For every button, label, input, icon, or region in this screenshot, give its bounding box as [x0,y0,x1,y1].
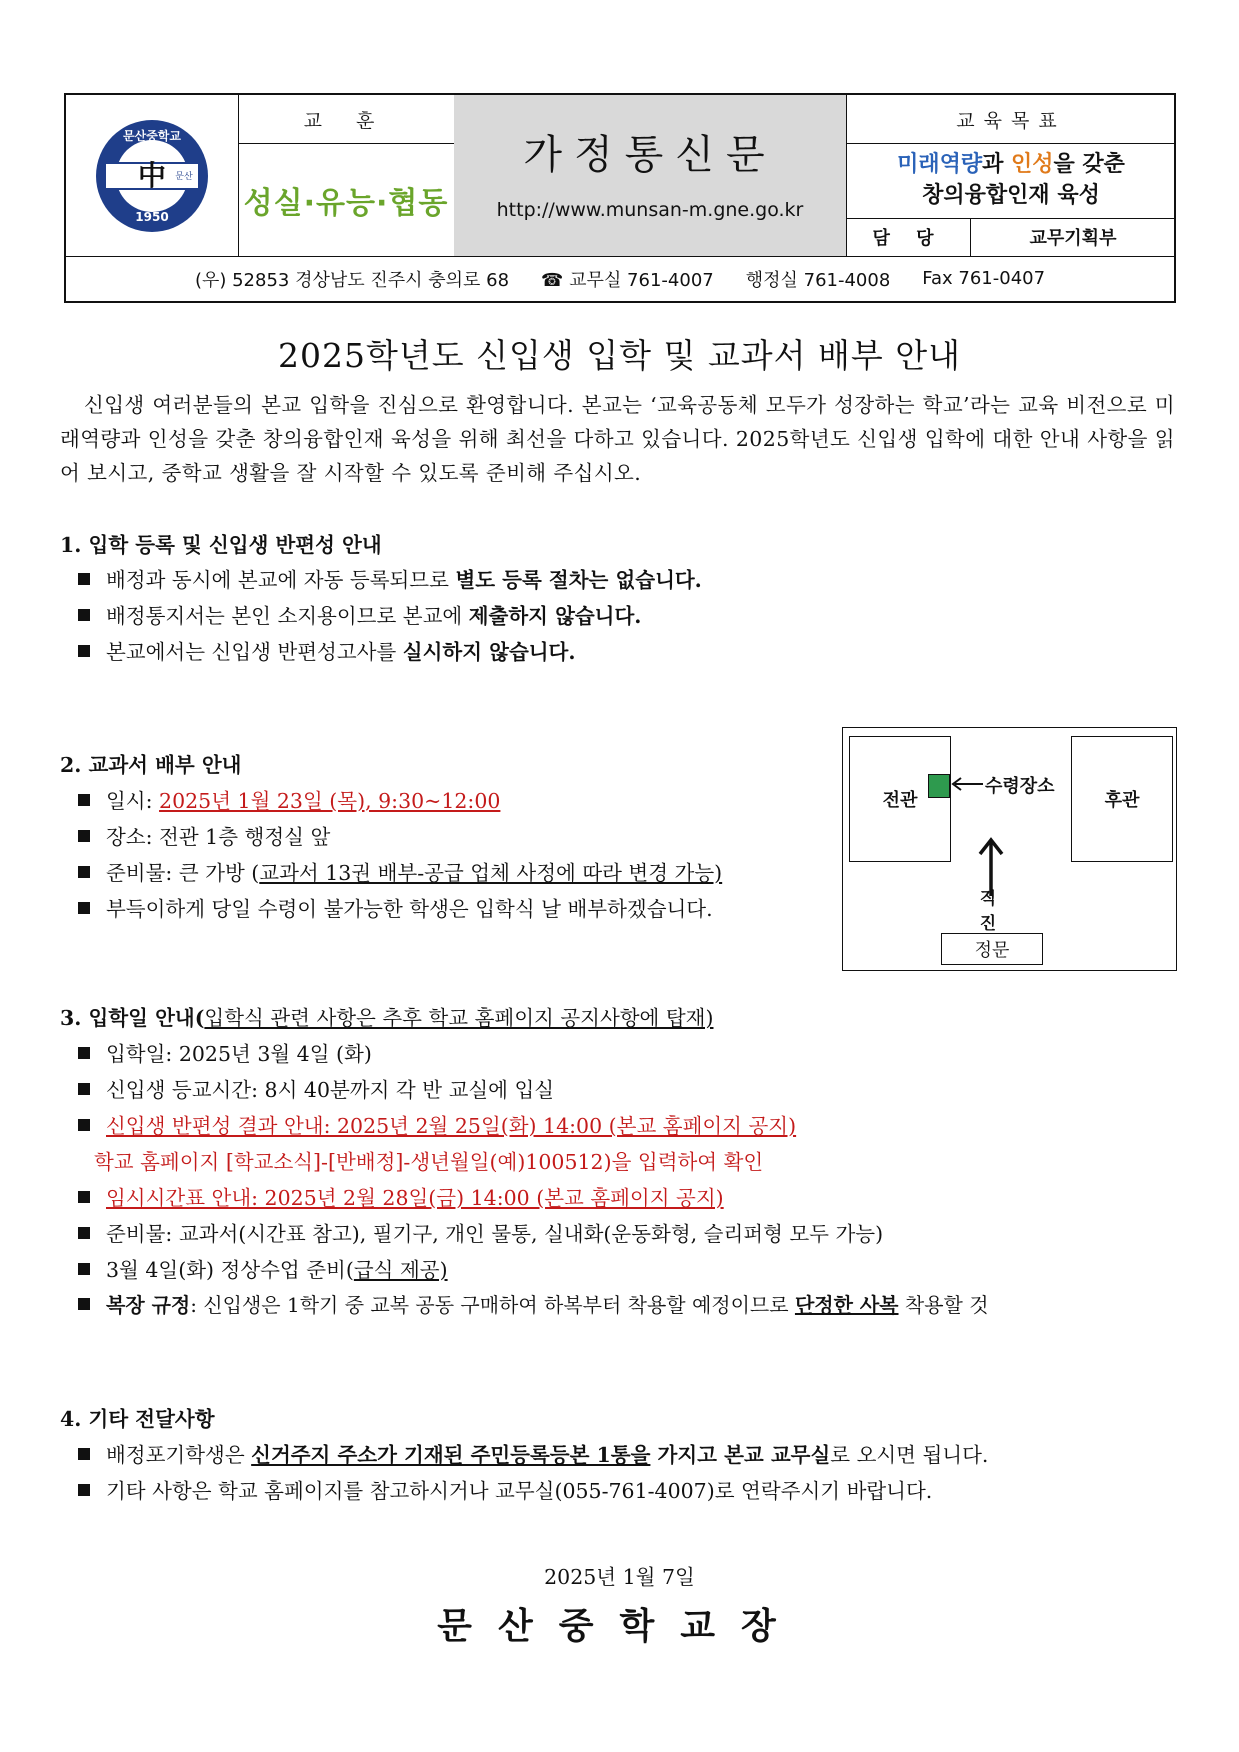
logo-year: 1950 [135,209,169,224]
bullet-icon [78,902,90,914]
item-text: 장소: 전관 1층 행정실 앞 [106,825,331,849]
school-logo [66,95,238,256]
bullet-icon [78,1119,90,1131]
bullet-icon [78,1227,90,1239]
bullet-icon [78,1047,90,1059]
section2-prep [78,856,722,886]
section3-arrival [78,1073,554,1103]
section3-timetable [78,1181,724,1211]
back-building-label: 후관 [1104,790,1140,811]
newsletter-title: 가정통신문 [523,132,777,178]
item-text: 본교에서는 신입생 반편성고사를 [106,640,403,664]
logo-center-char: 中 [137,158,167,192]
distribution-date: 2025년 1월 23일 (목), 9:30~12:00 [159,789,501,813]
education-goal [846,143,1176,218]
item-bold: 실시하지 않습니다. [402,640,576,664]
section4-heading: 4. 기타 전달사항 [60,1407,215,1431]
goal-line2: 창의융합인재 육성 [922,183,1100,208]
section3-class-result-note: 학교 홈페이지 [학교소식]-[반배정]-생년월일(예)100512)을 입력하여 확인 [94,1150,764,1174]
fax-number: Fax 761-0407 [922,268,1046,289]
pickup-label: 수령장소 [985,776,1055,797]
bullet-icon [78,866,90,878]
school-motto: 성실·유능·협동 [243,185,449,221]
goal-and: 과 [982,152,1011,177]
bullet-icon [78,794,90,806]
item-text: 기타 사항은 학교 홈페이지를 참고하시거나 교무실(055-761-4007)로 연락주시기 바랍니다. [106,1479,933,1503]
item-end: 착용할 것 [898,1293,989,1317]
newsletter-header [64,93,1176,303]
bullet-icon [78,1298,90,1310]
section4-item-1 [78,1438,988,1468]
section3-supplies [78,1217,883,1247]
bullet-icon [78,1083,90,1095]
item-text: 배정포기학생은 [106,1443,252,1467]
issue-date: 2025년 1월 7일 [544,1565,695,1589]
item-text: 준비물: 교과서(시간표 참고), 필기구, 개인 물통, 실내화(운동화형, 슬리퍼형 모두 가능) [106,1222,884,1246]
dress-label: 복장 규정 [106,1293,191,1317]
section2-date [78,784,500,814]
section3-classes [78,1253,448,1283]
item-text: 배정과 동시에 본교에 자동 등록되므로 [106,568,456,592]
principal-signature: 문산중학교장 [437,1605,802,1647]
item-text: 신입생 반편성 결과 안내: 2025년 2월 25일(화) 14:00 (본교 홈페이지 공지) [106,1114,797,1138]
bullet-icon [78,1448,90,1460]
bullet-icon [78,1484,90,1496]
item-text: 부득이하게 당일 수령이 불가능한 학생은 입학식 날 배부하겠습니다. [106,897,713,921]
item-text: 입학일: 2025년 3월 4일 (화) [106,1042,372,1066]
section1-heading: 1. 입학 등록 및 신입생 반편성 안내 [60,533,382,557]
item-text: 배정통지서는 본인 소지용이므로 본교에 [106,604,469,628]
bullet-icon [78,609,90,621]
item-text: 신입생 등교시간: 8시 40분까지 각 반 교실에 입실 [106,1078,555,1102]
item-text: : 신입생은 1학기 중 교복 공동 구매하여 하복부터 착용할 예정이므로 [190,1293,795,1317]
item-underline: 교과서 13권 배부-공급 업체 사정에 따라 변경 가능) [259,861,723,885]
item-bold: 단정한 사복 [794,1293,899,1317]
pickup-location-map [842,727,1177,971]
item-bold: 제출하지 않습니다. [468,604,642,628]
item-text: 준비물: 큰 가방 ( [106,861,260,885]
phone-academic: ☎ 교무실 761-4007 [541,269,714,291]
phone-admin: 행정실 761-4008 [745,269,891,291]
goal-future: 미래역량 [897,152,983,177]
gate-label: 정문 [974,940,1010,961]
logo-school-name: 문산중학교 [123,128,181,143]
address: (우) 52853 경상남도 진주시 충의로 68 [194,269,510,291]
item-underline: 급식 제공) [353,1258,448,1282]
pickup-arrow-icon [949,774,985,794]
newsletter-title-cell [454,95,846,256]
contact-row [66,256,1174,301]
section1-item-1 [78,563,702,593]
motto-label: 교 훈 [303,109,389,132]
item-text: 3월 4일(화) 정상수업 준비( [106,1258,354,1282]
section2-note [78,892,713,922]
item-end: 로 오시면 됩니다. [830,1443,989,1467]
bullet-icon [78,645,90,657]
section3-heading-note: 입학식 관련 사항은 추후 학교 홈페이지 공지사항에 탑재) [204,1006,714,1030]
school-url-link[interactable]: http://www.munsan-m.gne.go.kr [496,199,804,221]
map-back-building [1071,736,1173,862]
map-main-gate [941,933,1043,965]
bullet-icon [78,573,90,585]
item-underline: 신거주지 주소가 기재된 주민등록등본 1통을 [251,1443,651,1467]
intro-paragraph: 신입생 여러분들의 본교 입학을 진심으로 환영합니다. 본교는 ‘교육공동체 모두가 성장하는 학교’라는 교육 비전으로 미래역량과 인성을 갖춘 창의융합인재 육성을 위해 최선을 다하고 있습니다. 2025학년도 신입생 입학에 대한 안내 사항을 읽어 보시고, 중학교 생활을 잘 시작할 수 있도록 준비해 주십시오. [60,393,1175,485]
charge-label: 담 당 [872,228,944,249]
section3-heading [60,1001,713,1031]
item-text: 임시시간표 안내: 2025년 2월 28일(금) 14:00 (본교 홈페이지 공지) [106,1186,724,1210]
goal-character: 인성 [1011,152,1054,177]
straight-label: 직진 [979,889,1005,934]
section1-item-3 [78,635,576,665]
section2-place [78,820,330,850]
charge-department: 교무기획부 [1029,228,1117,249]
item-bold: 가지고 본교 교무실 [650,1443,831,1467]
section1-item-2 [78,599,641,629]
map-front-building [849,736,951,862]
section2-heading: 2. 교과서 배부 안내 [60,753,242,777]
front-building-label: 전관 [882,790,918,811]
section3-class-result [78,1109,796,1139]
item-bold: 별도 등록 절차는 없습니다. [455,568,702,592]
section3-dress-code [78,1289,989,1318]
logo-side-text: 문산 [175,171,193,182]
pickup-marker [928,774,950,798]
section3-entry-day [78,1037,372,1067]
bullet-icon [78,1263,90,1275]
section3-heading-text: 3. 입학일 안내( [60,1006,205,1030]
item-text: 일시: [106,789,160,813]
bullet-icon [78,1191,90,1203]
goal-having: 을 갖춘 [1053,152,1125,177]
bullet-icon [78,830,90,842]
document-title: 2025학년도 신입생 입학 및 교과서 배부 안내 [278,336,961,375]
section4-item-2 [78,1474,932,1504]
goal-label: 교육목표 [956,109,1066,132]
